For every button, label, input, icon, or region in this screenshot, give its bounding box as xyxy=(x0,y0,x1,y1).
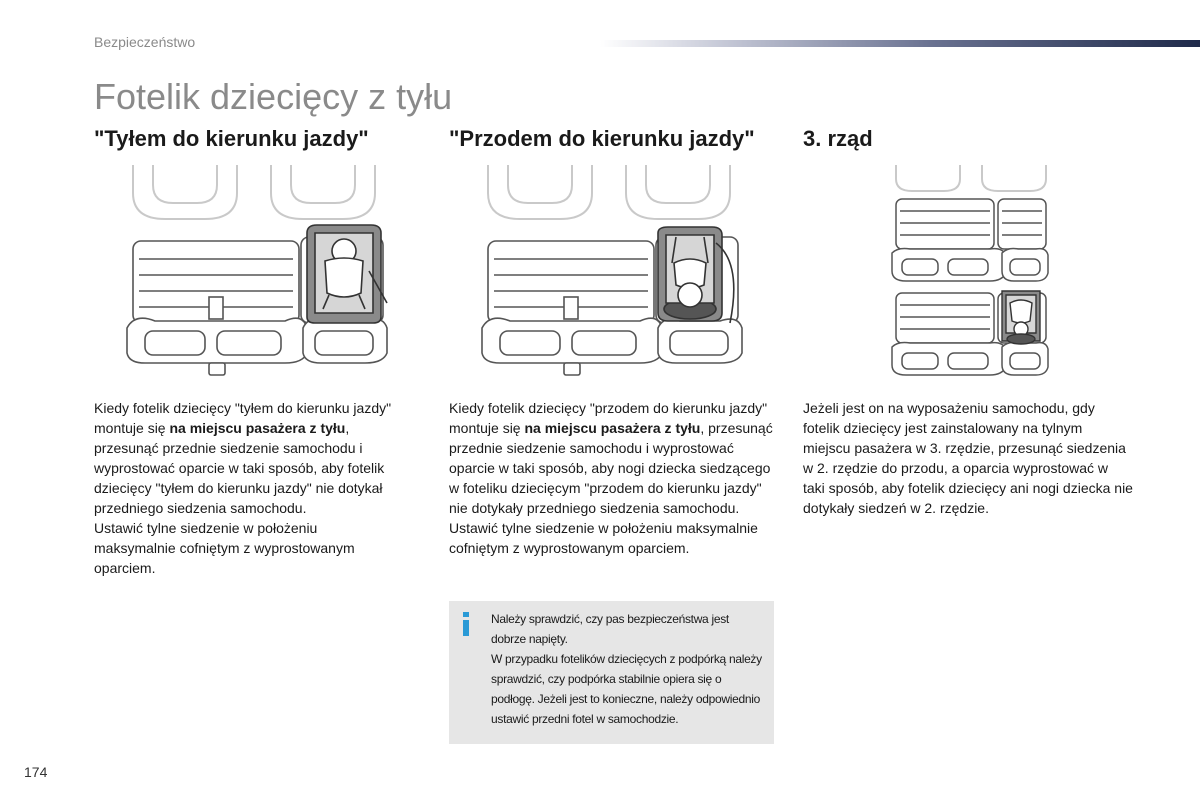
rear-facing-text xyxy=(94,398,394,578)
rear-facing-paragraph-1 xyxy=(94,398,394,518)
text-run: , przesunąć przednie siedzenie samochodu i wyprostować oparcie w taki sposób, aby fotelik dziecięcy "tyłem do kierunku jazdy" nie dotykał przedniego siedzenia samochodu. xyxy=(94,420,385,516)
header-bar xyxy=(600,40,1200,47)
emphasis-text: na miejscu pasażera z tyłu xyxy=(169,420,346,436)
third-row-paragraph-1: Jeżeli jest on na wyposażeniu samochodu, gdy fotelik dziecięcy jest zainstalowany na tylnym miejscu pasażera w 3. rzędzie, przesunąć siedzenia w 2. rzędzie do przodu, a oparcia wyprostować w taki sposób, aby fotelik dziecięcy ani nogi dziecka nie dotykały siedzeń w 2. rzędzie. xyxy=(803,400,1133,516)
info-paragraph-1: Należy sprawdzić, czy pas bezpieczeństwa jest dobrze napięty. xyxy=(491,612,729,646)
heading-third-row: 3. rząd xyxy=(803,126,873,151)
heading-forward-facing: "Przodem do kierunku jazdy" xyxy=(449,126,755,151)
page-title: Fotelik dziecięcy z tyłu xyxy=(94,76,453,117)
forward-facing-text xyxy=(449,398,774,558)
info-box xyxy=(449,601,774,744)
text-run: Kiedy fotelik dziecięcy "przodem do kierunku jazdy" montuje się xyxy=(449,400,768,436)
info-text xyxy=(491,609,766,729)
page-number: 174 xyxy=(24,764,48,780)
third-row-text xyxy=(803,398,1133,518)
third-row-seat-illustration xyxy=(890,163,1050,383)
emphasis-text: na miejscu pasażera z tyłu xyxy=(524,420,701,436)
text-run: Kiedy fotelik dziecięcy "tyłem do kierunku jazdy" montuje się xyxy=(94,400,392,436)
rear-facing-seat-illustration xyxy=(125,163,390,381)
forward-facing-paragraph-1 xyxy=(449,398,774,518)
section-label: Bezpieczeństwo xyxy=(94,34,196,50)
info-paragraph-2: W przypadku fotelików dziecięcych z podpórką należy sprawdzić, czy podpórka stabilnie opiera się o podłogę. Jeżeli jest to konieczne, należy odpowiednio ustawić przedni fotel w samochodzie. xyxy=(491,652,762,726)
heading-rear-facing: "Tyłem do kierunku jazdy" xyxy=(94,126,369,151)
forward-facing-seat-illustration xyxy=(480,163,745,381)
forward-facing-paragraph-2: Ustawić tylne siedzenie w położeniu maksymalnie cofniętym z wyprostowanym oparciem. xyxy=(449,520,758,556)
rear-facing-paragraph-2: Ustawić tylne siedzenie w położeniu maksymalnie cofniętym z wyprostowanym oparciem. xyxy=(94,520,355,576)
info-icon xyxy=(460,612,472,636)
text-run: , przesunąć przednie siedzenie samochodu i wyprostować oparcie w taki sposób, aby nogi dziecka siedzącego w foteliku dziecięcym "przodem do kierunku jazdy" nie dotykały przedniego siedzenia samochodu. xyxy=(449,420,773,516)
